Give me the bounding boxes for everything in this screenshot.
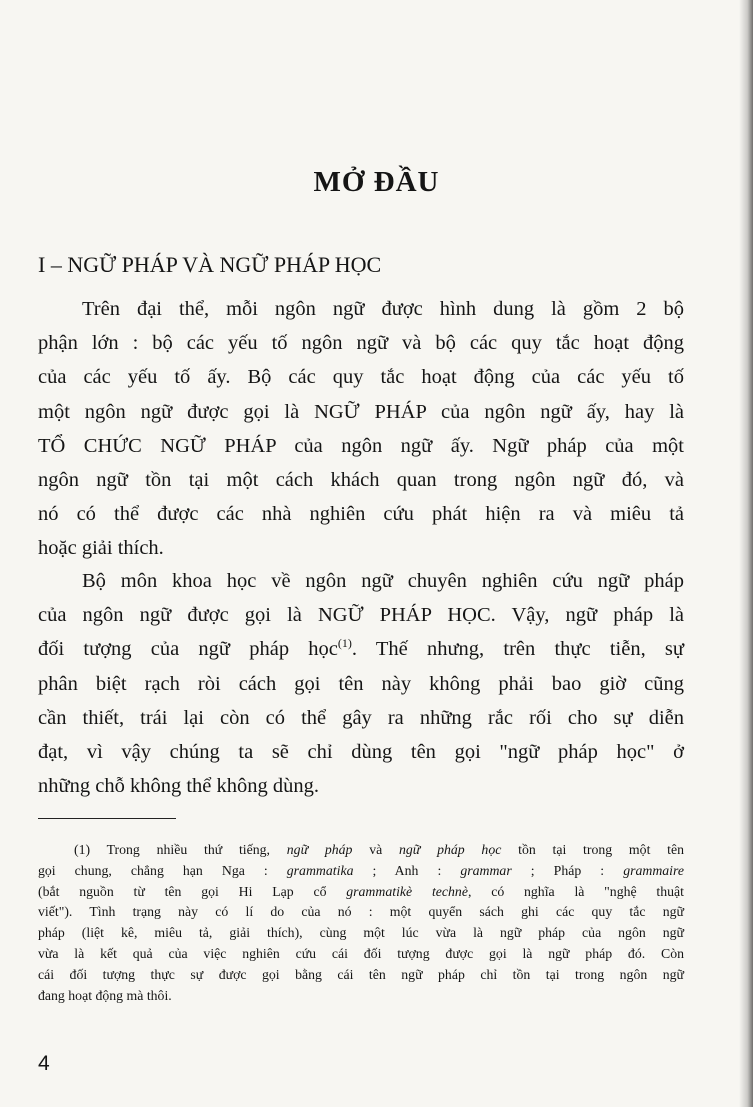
page-title: MỞ ĐẦU	[313, 166, 440, 198]
paragraph-line: những chỗ không thể không dùng.	[38, 775, 320, 798]
footnote-text: (1) Trong nhiều thứ tiếng,	[74, 842, 287, 857]
paragraph-line: phân biệt rạch ròi cách gọi tên này không phải bao giờ cũng	[38, 672, 684, 695]
footnote-text: ; Pháp :	[511, 862, 624, 878]
footnote-line: cái đối tượng thực sự được gọi bằng cái tên ngữ pháp chỉ tồn tại trong ngôn ngữ	[38, 966, 684, 982]
paragraph-line: cần thiết, trái lại còn có thể gây ra những rắc rối cho sự diễn	[38, 706, 684, 729]
footnote-text: gọi chung, chẳng hạn Nga :	[38, 862, 287, 878]
paragraph-line: TỔ CHỨC NGỮ PHÁP của ngôn ngữ ấy. Ngữ pháp của một	[38, 434, 684, 457]
paragraph-text: đối tượng của ngữ pháp học	[38, 638, 338, 661]
paragraph-line: Trên đại thể, mỗi ngôn ngữ được hình dung là gồm 2 bộ	[82, 298, 684, 320]
footnote-line: vừa là kết quả của việc nghiên cứu cái đối tượng được gọi là ngữ pháp đó. Còn	[38, 945, 684, 961]
footnote-line	[38, 882, 684, 903]
paragraph-text: . Thế nhưng, trên thực tiễn, sự	[351, 638, 685, 661]
footnote-term: ngữ pháp	[286, 842, 353, 857]
paragraph-line: một ngôn ngữ được gọi là NGỮ PHÁP của ngôn ngữ ấy, hay là	[38, 400, 684, 423]
paragraph-line: Bộ môn khoa học về ngôn ngữ chuyên nghiên cứu ngữ pháp	[82, 570, 684, 592]
footnote-reference: (1)	[337, 636, 352, 651]
footnote-text: và	[352, 842, 399, 857]
footnote-line	[38, 861, 684, 882]
footnote-line: đang hoạt động mà thôi.	[38, 987, 172, 1003]
footnote-term: ngữ pháp học	[399, 842, 502, 857]
section-heading: I – NGỮ PHÁP VÀ NGỮ PHÁP HỌC	[38, 252, 382, 277]
footnote-text: (bắt nguồn từ tên gọi Hi Lạp cổ	[38, 883, 347, 899]
paragraph-line: phận lớn : bộ các yếu tố ngôn ngữ và bộ các quy tắc hoạt động	[38, 332, 684, 355]
footnote-line: pháp (liệt kê, miêu tả, giải thích), cùng một lúc vừa là ngữ pháp của ngôn ngữ	[38, 925, 684, 941]
footnote-term: grammatika	[286, 862, 354, 878]
footnote-term: grammatikè technè	[346, 883, 468, 899]
paragraph-line: đạt, vì vậy chúng ta sẽ chỉ dùng tên gọi "ngữ pháp học" ở	[38, 741, 684, 764]
page-number: 4	[38, 1052, 50, 1075]
paragraph-line: nó có thể được các nhà nghiên cứu phát hiện ra và miêu tả	[38, 503, 684, 526]
footnote-text: tồn tại trong một tên	[501, 842, 685, 857]
paragraph-line: ngôn ngữ tồn tại một cách khách quan trong ngôn ngữ đó, và	[38, 469, 684, 492]
footnote-term: grammar	[460, 862, 512, 878]
paragraph-line: hoặc giải thích.	[38, 537, 164, 560]
footnote-text: ; Anh :	[353, 862, 461, 878]
footnote-line: viết"). Tình trạng này có lí do của nó : một quyển sách ghi các quy tắc ngữ	[38, 904, 684, 920]
paragraph-1	[38, 292, 684, 566]
footnote-divider	[38, 818, 176, 819]
paragraph-line: của ngôn ngữ được gọi là NGỮ PHÁP HỌC. Vậy, ngữ pháp là	[38, 604, 684, 627]
paragraph-line: của các yếu tố ấy. Bộ các quy tắc hoạt động của các yếu tố	[38, 366, 684, 389]
paragraph-2	[38, 564, 684, 803]
footnote-line	[38, 840, 684, 861]
footnote-term: grammaire	[623, 862, 684, 878]
footnote	[38, 840, 684, 1006]
footnote-text: , có nghĩa là "nghệ thuật	[467, 883, 684, 899]
paragraph-line	[38, 632, 684, 666]
